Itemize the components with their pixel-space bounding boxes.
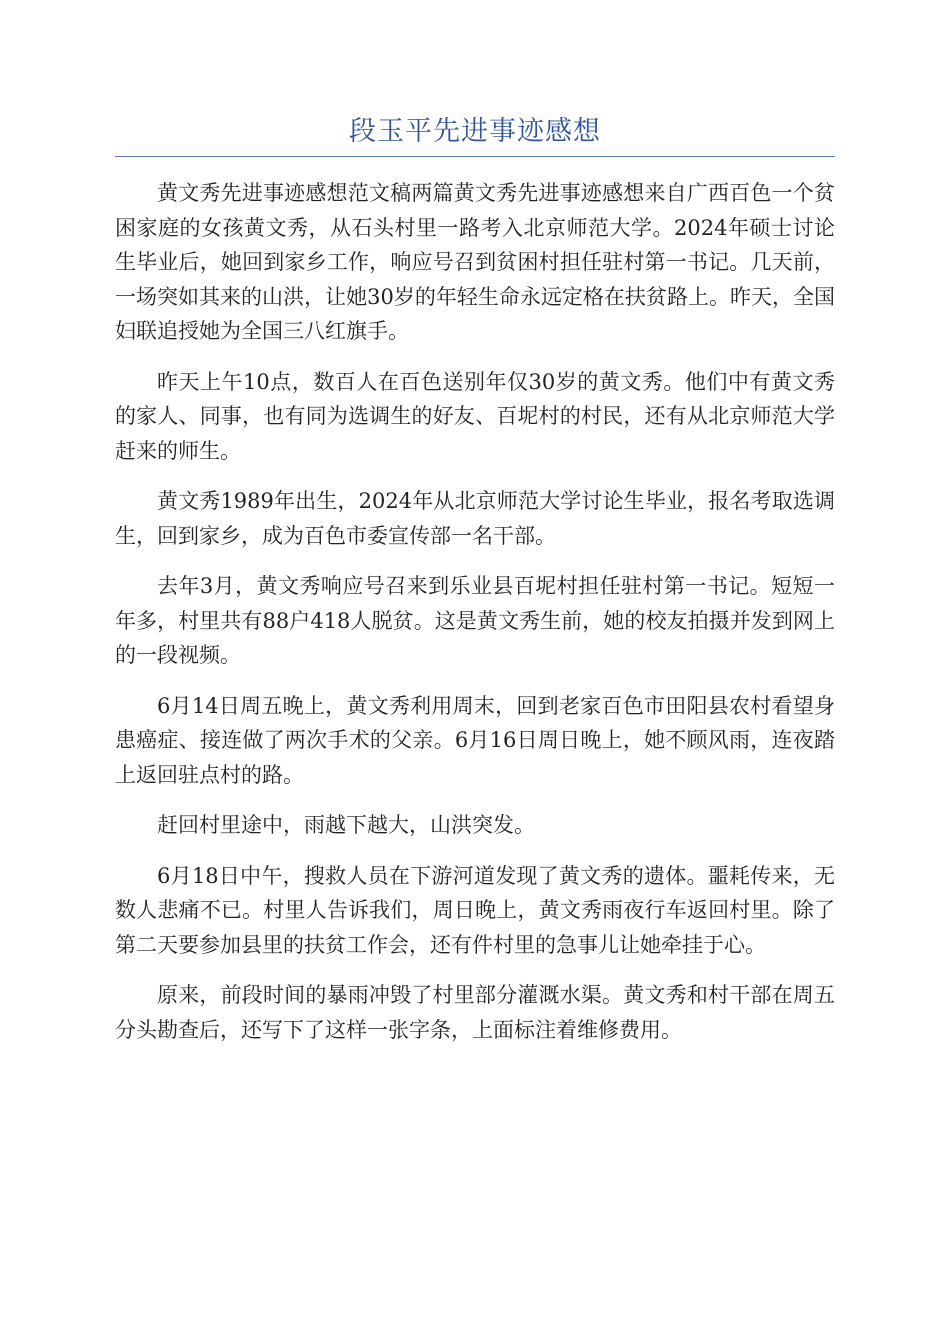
- paragraph-2: 昨天上午10点，数百人在百色送别年仅30岁的黄文秀。他们中有黄文秀的家人、同事，也有同为选调生的好友、百坭村的村民，还有从北京师范大学赶来的师生。: [115, 369, 835, 463]
- paragraph-4: 去年3月，黄文秀响应号召来到乐业县百坭村担任驻村第一书记。短短一年多，村里共有88户418人脱贫。这是黄文秀生前，她的校友拍摄并发到网上的一段视频。: [115, 574, 835, 667]
- paragraph-3: 黄文秀1989年出生，2024年从北京师范大学讨论生毕业，报名考取选调生，回到家乡，成为百色市委宣传部一名干部。: [115, 489, 835, 548]
- paragraph-1: 黄文秀先进事迹感想范文稿两篇黄文秀先进事迹感想来自广西百色一个贫困家庭的女孩黄文秀，从石头村里一路考入北京师范大学。2024年硕士讨论生毕业后，她回到家乡工作，响应号召到贫困村担任驻村第一书记。几天前，一场突如其来的山洪，让她30岁的年轻生命永远定格在扶贫路上。昨天，全国妇联追授她为全国三八红旗手。: [115, 181, 835, 343]
- paragraph-8: 原来，前段时间的暴雨冲毁了村里部分灌溉水渠。黄文秀和村干部在周五分头勘查后，还写下了这样一张字条，上面标注着维修费用。: [115, 983, 835, 1042]
- paragraph-5: 6月14日周五晚上，黄文秀利用周末，回到老家百色市田阳县农村看望身患癌症、接连做了两次手术的父亲。6月16日周日晚上，她不顾风雨，连夜踏上返回驻点村的路。: [115, 693, 835, 787]
- paragraph-6: 赶回村里途中，雨越下越大，山洪突发。: [157, 813, 535, 837]
- paragraph-7: 6月18日中午，搜救人员在下游河道发现了黄文秀的遗体。噩耗传来，无数人悲痛不已。村里人告诉我们，周日晚上，黄文秀雨夜行车返回村里。除了第二天要参加县里的扶贫工作会，还有件村里的急事儿让她牵挂于心。: [115, 863, 835, 957]
- title-block: [115, 112, 835, 157]
- document-body: [115, 176, 835, 1063]
- document-title: 段玉平先进事迹感想: [349, 116, 601, 147]
